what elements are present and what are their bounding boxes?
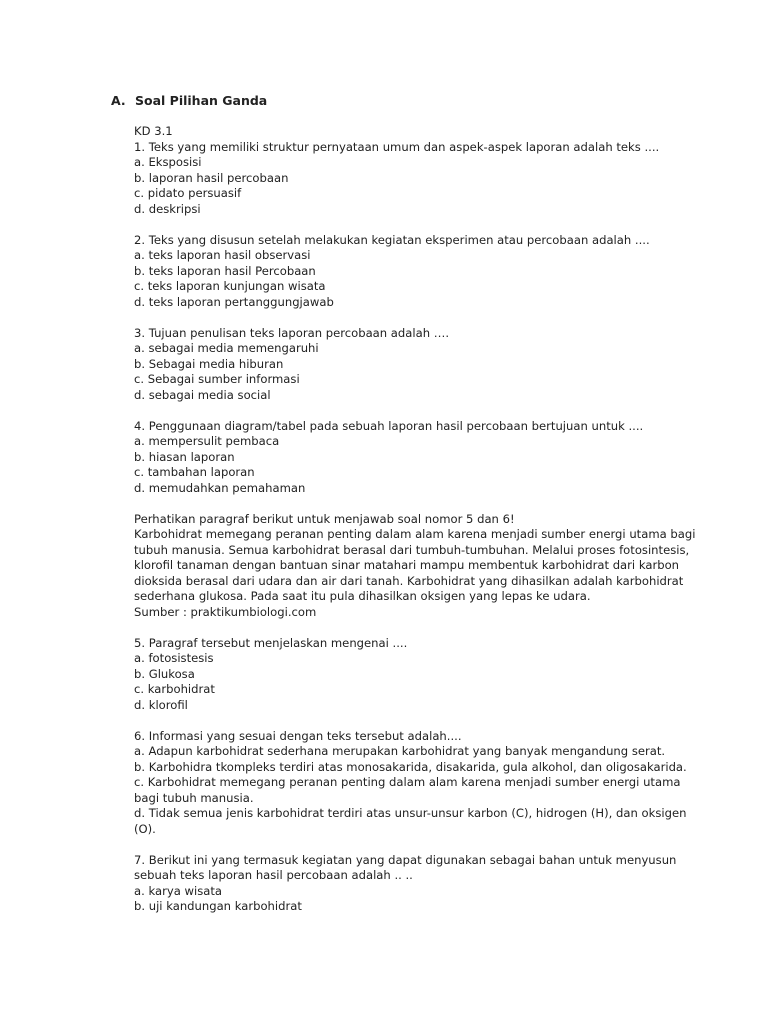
answer-option: b. uji kandungan karbohidrat [134,899,302,913]
answer-option: d. teks laporan pertanggungjawab [134,294,334,309]
answer-option: d. deskripsi [134,201,201,216]
question-stem: 4. Penggunaan diagram/tabel pada sebuah laporan hasil percobaan bertujuan untuk .... [134,418,644,433]
answer-option: c. pidato persuasif [134,186,242,200]
answer-option-continued: (O). [134,821,156,836]
passage-instruction: Perhatikan paragraf berikut untuk menjawab soal nomor 5 dan 6! [134,511,515,526]
passage-source: Sumber : praktikumbiologi.com [134,604,317,619]
question-2 [134,233,674,311]
answer-option-continued: bagi tubuh manusia. [134,790,254,805]
section-heading [111,92,267,110]
spacer [134,403,674,419]
spacer [134,837,674,853]
question-stem: 2. Teks yang disusun setelah melakukan kegiatan eksperimen atau percobaan adalah .... [134,232,650,247]
answer-option: b. Karbohidra tkompleks terdiri atas monosakarida, disakarida, gula alkohol, dan oligosakarida. [134,759,687,774]
answer-option: b. teks laporan hasil Percobaan [134,263,316,278]
answer-option: a. karya wisata [134,883,223,898]
answer-option: c. Karbohidrat memegang peranan penting dalam alam karena menjadi sumber energi utama [134,775,681,789]
spacer [134,496,674,512]
passage-line: klorofil tanaman dengan bantuan sinar matahari mampu membentuk karbohidrat dari karbon [134,558,680,572]
passage-line: sederhana glukosa. Pada saat itu pula dihasilkan oksigen yang lepas ke udara. [134,589,591,603]
answer-option: a. fotosistesis [134,651,214,665]
answer-option: d. memudahkan pemahaman [134,480,306,495]
answer-option: a. mempersulit pembaca [134,434,280,448]
answer-option: d. sebagai media social [134,387,271,402]
question-4 [134,419,674,497]
question-1 [134,140,674,218]
answer-option: a. teks laporan hasil observasi [134,248,311,262]
answer-option: d. Tidak semua jenis karbohidrat terdiri atas unsur-unsur karbon (C), hidrogen (H), dan oksigen [134,806,687,820]
passage-line: tubuh manusia. Semua karbohidrat berasal dari tumbuh-tumbuhan. Melalui proses fotosintesis, [134,542,690,557]
section-title: Soal Pilihan Ganda [135,93,268,108]
section-number: A. [111,93,126,108]
question-3 [134,326,674,404]
answer-option: d. klorofil [134,697,188,712]
question-7 [134,852,677,915]
answer-option: b. laporan hasil percobaan [134,170,289,185]
question-stem-continued: sebuah teks laporan hasil percobaan adalah .. .. [134,868,413,882]
answer-option: b. Sebagai media hiburan [134,356,284,371]
answer-option: c. teks laporan kunjungan wisata [134,279,326,293]
question-6 [134,728,687,838]
passage-line: Karbohidrat memegang peranan penting dalam alam karena menjadi sumber energi utama bagi [134,527,696,541]
answer-option: b. hiasan laporan [134,449,235,464]
answer-option: c. tambahan laporan [134,465,255,479]
answer-option: a. Eksposisi [134,155,202,169]
spacer [134,310,674,326]
question-stem: 6. Informasi yang sesuai dengan teks tersebut adalah.... [134,728,462,743]
kd-label: KD 3.1 [134,124,173,138]
answer-option: c. karbohidrat [134,682,215,696]
question-stem: 3. Tujuan penulisan teks laporan percobaan adalah …. [134,325,450,340]
answer-option: a. Adapun karbohidrat sederhana merupakan karbohidrat yang banyak mengandung serat. [134,744,666,758]
question-stem: 7. Berikut ini yang termasuk kegiatan yang dapat digunakan sebagai bahan untuk menyusun [134,852,677,867]
spacer [134,713,674,729]
answer-option: a. sebagai media memengaruhi [134,341,319,355]
question-stem: 5. Paragraf tersebut menjelaskan mengenai .... [134,635,408,650]
question-stem: 1. Teks yang memiliki struktur pernyataan umum dan aspek-aspek laporan adalah teks .... [134,139,660,154]
spacer [134,620,674,636]
question-list [134,124,696,915]
spacer [134,217,674,233]
answer-option: b. Glukosa [134,666,195,681]
question-5 [134,636,674,714]
reading-passage [134,511,696,621]
answer-option: c. Sebagai sumber informasi [134,372,300,386]
passage-line: dioksida berasal dari udara dan air dari tanah. Karbohidrat yang dihasilkan adalah karbohidrat [134,573,684,588]
